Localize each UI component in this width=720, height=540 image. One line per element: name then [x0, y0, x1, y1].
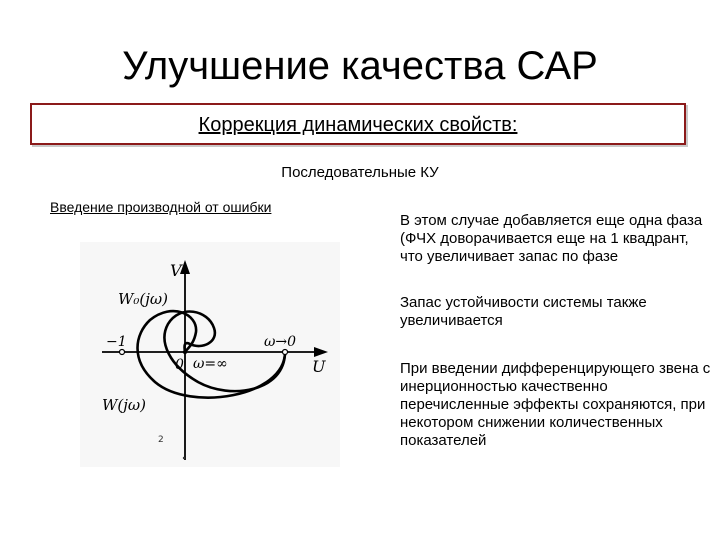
- nyquist-diagram: [80, 242, 340, 467]
- small-mark: 2: [158, 435, 164, 445]
- origin-label: 0: [175, 357, 184, 373]
- axis-v-label: V: [170, 261, 182, 280]
- omega-inf-label: ω=∞: [193, 356, 228, 372]
- section-box: [30, 103, 686, 145]
- minus-one-label: −1: [106, 334, 127, 350]
- axis-u-label: U: [312, 357, 326, 376]
- paragraph-stability: Запас устойчивости системы также увеличивается: [400, 294, 647, 329]
- w0-label: W₀(jω): [118, 290, 169, 308]
- section-heading: Коррекция динамических свойств:: [198, 114, 518, 136]
- origin-point: [183, 350, 187, 354]
- minus-one-point: [120, 350, 125, 355]
- omega-zero-label: ω→0: [264, 334, 297, 350]
- subsection-title: Последовательные КУ: [281, 164, 439, 181]
- figure-caption: Введение производной от ошибки: [50, 199, 272, 215]
- slide-title: Улучшение качества САР: [122, 44, 598, 88]
- paragraph-phase: В этом случае добавляется еще одна фаза (ФЧХ доворачивается еще на 1 квадрант, что увеличивает запас по фазе: [400, 212, 703, 265]
- w-label: W(jω): [102, 396, 147, 414]
- nyquist-figure: [80, 242, 340, 467]
- omega-zero-point: [283, 350, 288, 355]
- dot-mark: [183, 457, 185, 459]
- paragraph-inertia: При введении дифференцирующего звена с инерционностью качественно перечисленные эффекты сохраняются, при некотором снижении количественных показателей: [400, 360, 711, 449]
- figure-background: [80, 242, 340, 467]
